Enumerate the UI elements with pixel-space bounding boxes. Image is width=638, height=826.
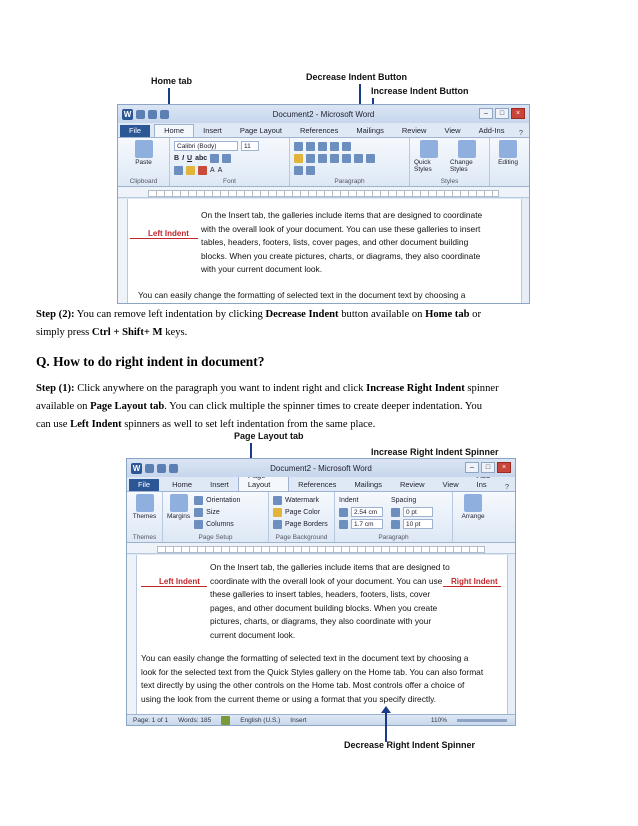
group-paragraph: Paragraph [290,138,410,186]
left-indent-marker-line [141,586,207,587]
justify-icon[interactable] [330,154,339,163]
maximize-button[interactable]: □ [481,462,495,473]
orientation-icon [194,496,203,505]
spacing-before-spinner[interactable]: 0 pt [403,507,433,517]
tab-references[interactable]: References [300,126,339,135]
vertical-scrollbar[interactable] [521,199,529,303]
quick-styles-button[interactable]: Quick Styles [414,140,444,176]
proofing-icon[interactable] [221,716,230,725]
line-spacing-icon[interactable] [342,154,351,163]
size-button[interactable]: Size [206,508,220,516]
shrink-font-button[interactable]: A [217,166,223,174]
group-page-background: Watermark Page Color Page Borders Page Background [269,492,335,542]
horizontal-ruler[interactable] [118,187,529,198]
step-2-paragraph: Step (2): You can remove left indentation by clicking Decrease Indent button available on Home tab or simply press Ctrl + Shift+ M keys. [36,309,481,338]
tab-add-ins[interactable]: Ins [476,480,487,489]
right-indent-label: Right Indent [451,577,498,586]
page-borders-icon [273,520,282,529]
minimize-button[interactable]: – [479,108,493,119]
tab-review[interactable]: Review [399,480,425,489]
highlight-icon[interactable] [186,166,195,175]
tab-mailings[interactable]: Mailings [356,126,384,135]
spacing-after-icon [391,520,400,529]
status-mode[interactable]: Insert [290,716,307,724]
change-styles-button[interactable]: Change Styles [450,140,485,176]
zoom-level[interactable]: 110% [430,716,447,724]
columns-button[interactable]: Columns [206,520,234,528]
group-font: Calibri (Body) 11 B I U abc A A Font [170,138,290,186]
watermark-button[interactable]: Watermark [285,496,319,504]
group-themes: Themes Themes [127,492,163,542]
tab-insert[interactable]: Insert [203,126,222,135]
annotation-decrease-right-indent: Decrease Right Indent Spinner [344,740,476,750]
size-icon [194,508,203,517]
word-app-icon[interactable]: W [123,109,132,119]
close-button[interactable]: × [497,462,511,473]
tab-mailings[interactable]: Mailings [354,480,382,489]
tab-file[interactable]: File [120,125,150,137]
window-title: Document2 - Microsoft Word [272,109,375,119]
vertical-ruler [118,199,128,303]
editing-button[interactable]: Editing [494,140,522,166]
borders-icon[interactable] [306,166,315,175]
shading-icon[interactable] [294,166,303,175]
word-window-1 [117,104,530,304]
indent-left-icon [339,508,348,517]
status-page[interactable]: Page: 1 of 1 [133,716,169,724]
vertical-scrollbar[interactable] [507,555,515,714]
status-words[interactable]: Words: 185 [178,716,212,724]
indent-left-spinner[interactable]: 2.54 cm [351,507,383,517]
annotation-home-tab: Home tab [151,76,193,86]
annotation-decrease-indent: Decrease Indent Button [306,72,408,82]
window-title: Document2 - Microsoft Word [270,463,372,473]
underline-button[interactable]: U [187,154,193,162]
tab-view[interactable]: View [442,480,459,489]
doc-paragraph-2: You can easily change the formatting of selected text in the document text by choosing a [138,290,466,300]
tab-references[interactable]: References [298,480,337,489]
annotation-page-layout-tab: Page Layout tab [234,431,304,441]
paste-button[interactable]: Paste [122,140,165,166]
text-effects-icon[interactable] [174,166,183,175]
indent-right-icon [339,520,348,529]
align-right-icon[interactable] [318,154,327,163]
tab-page-layout[interactable]: Page Layout [239,126,282,135]
tab-review[interactable]: Review [401,126,427,135]
horizontal-ruler[interactable] [127,543,515,554]
subscript-icon[interactable] [210,154,219,163]
status-language[interactable]: English (U.S.) [240,716,281,724]
close-button[interactable]: × [511,108,525,119]
minimize-button[interactable]: – [465,462,479,473]
font-color-icon[interactable] [198,166,207,175]
group-styles: Quick Styles Change Styles Styles [410,138,490,186]
spacing-label: Spacing [391,496,417,504]
margins-button[interactable]: Margins [167,494,190,532]
numbering-icon[interactable] [306,142,315,151]
tab-page-layout[interactable]: Layout [238,469,289,491]
tab-add-ins[interactable]: Add-Ins [478,126,505,135]
multilevel-list-icon[interactable] [318,142,327,151]
indent-right-spinner[interactable]: 1.7 cm [351,519,383,529]
margins-icon [170,494,188,512]
font-name-select[interactable]: Calibri (Body) [174,141,238,151]
grow-font-button[interactable]: A [210,166,215,174]
group-editing [490,138,526,186]
tab-home[interactable]: Home [172,480,193,489]
spacing-after-spinner[interactable]: 10 pt [403,519,433,529]
align-center-icon[interactable] [306,154,315,163]
group-arrange [453,492,493,542]
tab-home[interactable]: Home [154,124,194,137]
watermark-icon [273,496,282,505]
ribbon-home [118,137,529,187]
themes-icon [136,494,154,512]
tab-file[interactable]: File [129,479,159,491]
align-left-icon[interactable] [294,154,303,163]
annotation-increase-indent: Increase Indent Button [371,86,469,96]
doc-paragraph-1: On the Insert tab, the galleries include items that are designed to coordinate with the overall look of your document. You can use these galleries to insert tables, headers, footers, lists, cover pages, and other document building blocks. When you create pictures, charts, or diagrams, they also coordinate with your current document look. [201,210,483,274]
vertical-ruler [127,555,137,714]
help-icon[interactable]: ? [504,482,509,491]
group-paragraph: Indent 2.54 cm 1.7 cm Spacing 0 pt 10 pt Paragraph [335,492,453,542]
section-heading: Q. How to do right indent in document? [36,354,265,369]
decrease-indent-icon[interactable] [330,142,339,151]
strikethrough-button[interactable]: abc [195,154,208,162]
doc-paragraph-1: On the Insert tab, the galleries include items that are designed to coordinate with the overall look of your document. You can use these galleries to insert tables, headers, footers, lists, cover pages, and other document building blocks. When you create pictures, charts, or diagrams, they also coordinate with your current document look. [210,562,450,640]
status-bar [127,714,515,725]
columns-icon [194,520,203,529]
zoom-slider[interactable] [457,719,507,722]
page-borders-button[interactable]: Page Borders [285,520,328,528]
page-color-button[interactable]: Page Color [285,508,321,516]
title-bar [127,459,515,477]
left-indent-label: Left Indent [148,229,189,238]
themes-button[interactable]: Themes [131,494,158,520]
change-styles-icon [458,140,476,158]
arrow-decrease-right-indent [385,712,387,742]
sort-icon[interactable] [354,154,363,163]
italic-button[interactable]: I [182,154,185,162]
group-page-setup: Margins Orientation Size Columns Page Setup [163,492,269,542]
indent-label: Indent [339,496,359,504]
bold-button[interactable]: B [174,154,180,162]
word-window-2 [126,458,516,726]
quick-styles-icon [420,140,438,158]
arrange-icon [464,494,482,512]
doc-paragraph-2: You can easily change the formatting of selected text in the document text by choosing a look for the selected text from the Quick Styles gallery on the Home tab. You can also format text directly by using the other controls on the Home tab. Most controls offer a choice of using the look from the current theme or using a format that you specify directly. [141,653,484,704]
clipboard-icon [135,140,153,158]
maximize-button[interactable]: □ [495,108,509,119]
left-indent-marker-line [130,238,198,239]
left-indent-label: Left Indent [159,577,200,586]
binoculars-icon [499,140,517,158]
tab-insert[interactable]: Insert [210,480,229,489]
tab-view[interactable]: View [444,126,461,135]
group-clipboard: Paste Clipboard [118,138,170,186]
page-color-icon [273,508,282,517]
help-icon[interactable]: ? [518,128,523,137]
arrange-button[interactable]: Arrange [457,494,489,520]
title-bar [118,105,529,123]
pilcrow-icon[interactable] [366,154,375,163]
right-indent-marker-line [443,586,501,587]
ribbon-page-layout [127,491,515,543]
spacing-before-icon [391,508,400,517]
font-size-select[interactable]: 11 [241,141,259,151]
superscript-icon[interactable] [222,154,231,163]
bullets-icon[interactable] [294,142,303,151]
increase-indent-icon[interactable] [342,142,351,151]
orientation-button[interactable]: Orientation [206,496,241,504]
annotation-increase-right-indent: Increase Right Indent Spinner [371,447,499,457]
word-app-icon[interactable]: W [132,463,141,473]
step-1-paragraph: Step (1): Click anywhere on the paragraph you want to indent right and click Increase Right Indent spinner available on Page Layout tab. You can click multiple the spinner times to create deeper indentation. You can use Left Indent spinners as well to set left indentation from the same place. [36,383,499,430]
ribbon-tabs [127,477,515,491]
ribbon-tabs [118,123,529,137]
